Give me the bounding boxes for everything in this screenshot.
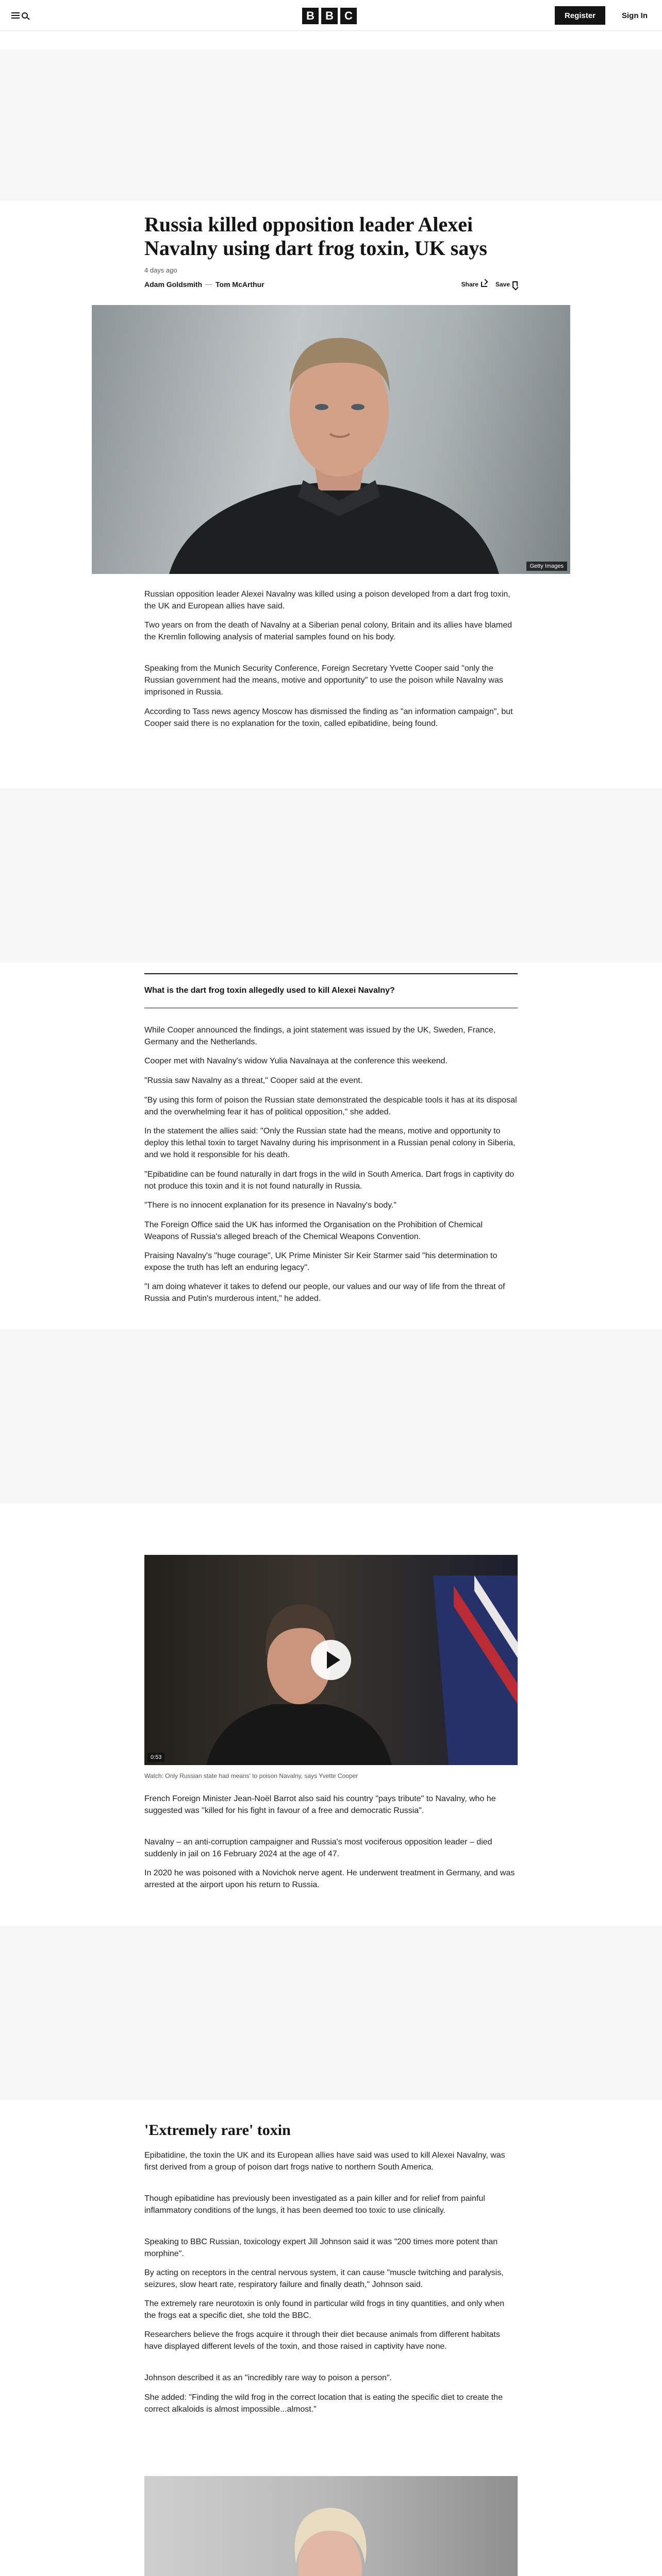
logo-letter: B <box>302 8 319 24</box>
paragraph: Speaking to BBC Russian, toxicology expert Jill Johnson said it was "200 times more potent than morphine". <box>144 2238 498 2258</box>
paragraph: Navalny – an anti-corruption campaigner and Russia's most vociferous opposition leader – died suddenly in jail on 16 February 2024 at the age of 47. <box>144 1838 492 1858</box>
video-duration: 0:53 <box>147 1753 164 1762</box>
advertisement-slot <box>0 1926 662 2100</box>
logo-letter: C <box>340 8 357 24</box>
paragraph: Epibatidine, the toxin the UK and its European allies have said was used to kill Alexei Navalny, was first derived from a group of poison dart frogs native to northern South America. <box>144 2151 505 2172</box>
paragraph: "By using this form of poison the Russian state demonstrated the despicable tools it has at its disposal and the overwhelming fear it has of political opposition," she added. <box>144 1096 517 1116</box>
paragraph: Two years on from the death of Navalny at a Siberian penal colony, Britain and its allies have blamed the Kremlin following analysis of material samples found on his body. <box>144 621 512 641</box>
register-button[interactable]: Register <box>555 6 605 25</box>
paragraph: In 2020 he was poisoned with a Novichok nerve agent. He underwent treatment in Germany, and was arrested at the airport upon his return to Russia. <box>144 1869 515 1889</box>
article-headline: Russia killed opposition leader Alexei Navalny using dart frog toxin, UK says <box>144 213 487 260</box>
advertisement-slot <box>0 788 662 962</box>
hero-image <box>92 305 570 574</box>
paragraph: The extremely rare neurotoxin is only found in particular wild frogs in tiny quantities, and only when the frogs eat a specific diet, she told the BBC. <box>144 2299 505 2320</box>
paragraph: "There is no innocent explanation for its presence in Navalny's body." <box>144 1201 397 1210</box>
logo-letter: B <box>321 8 338 24</box>
advertisement-slot <box>0 1329 662 1503</box>
bbc-logo[interactable] <box>302 8 357 24</box>
paragraph: The Foreign Office said the UK has informed the Organisation on the Prohibition of Chemical Weapons of Russia's alleged breach of the Chemical Weapons Convention. <box>144 1221 483 1241</box>
portrait-illustration <box>92 305 570 574</box>
author-list <box>144 280 264 289</box>
play-icon[interactable] <box>311 1640 351 1680</box>
search-icon <box>22 12 28 19</box>
byline-divider <box>205 284 212 285</box>
share-icon <box>481 282 487 287</box>
portrait-illustration <box>144 2476 518 2576</box>
article-timestamp: 4 days ago <box>144 266 177 274</box>
bookmark-icon <box>512 281 518 288</box>
paragraph: French Foreign Minister Jean-Noël Barrot also said his country "pays tribute" to Navalny, who he suggested was "killed for his fight in favour of a free and democratic Russia". <box>144 1794 496 1815</box>
advertisement-slot <box>0 49 662 201</box>
video-player[interactable] <box>144 1555 518 1765</box>
paragraph: Researchers believe the frogs acquire it through their diet because animals from different habitats have displayed different levels of the toxin, and those raised in captivity have none. <box>144 2330 500 2351</box>
menu-search-button[interactable] <box>11 10 33 21</box>
paragraph: Cooper met with Navalny's widow Yulia Navalnaya at the conference this weekend. <box>144 1057 448 1065</box>
share-label: Share <box>461 281 478 288</box>
menu-icon <box>11 12 20 19</box>
paragraph: Though epibatidine has previously been investigated as a pain killer and for relief from painful inflammatory conditions of the lungs, it has been deemed too toxic to use clinically. <box>144 2194 485 2215</box>
paragraph: Praising Navalny's "huge courage", UK Prime Minister Sir Keir Starmer said "his determination to expose the truth has left an enduring legacy". <box>144 1251 498 1272</box>
save-button[interactable] <box>495 281 518 288</box>
video-caption: Watch: Only Russian state had means' to poison Navalny, says Yvette Cooper <box>144 1772 358 1780</box>
image-credit: Getty Images <box>526 562 567 571</box>
section-heading: 'Extremely rare' toxin <box>144 2122 291 2139</box>
article-image <box>144 2476 518 2576</box>
save-label: Save <box>495 281 510 288</box>
paragraph: While Cooper announced the findings, a joint statement was issued by the UK, Sweden, France, Germany and the Netherlands. <box>144 1026 496 1046</box>
share-button[interactable] <box>461 281 487 288</box>
paragraph: "Epibatidine can be found naturally in dart frogs in the wild in South America. Dart frogs in captivity do not produce this toxin and it is not found naturally in Russia. <box>144 1170 515 1191</box>
author-name[interactable]: Adam Goldsmith <box>144 280 203 289</box>
paragraph: "Russia saw Navalny as a threat," Cooper said at the event. <box>144 1076 363 1085</box>
paragraph: "I am doing whatever it takes to defend our people, our values and our way of life from the threat of Russia and Putin's murderous intent," he added. <box>144 1282 505 1303</box>
paragraph: By acting on receptors in the central nervous system, it can cause "muscle twitching and paralysis, seizures, slow heart rate, respiratory failure and finally death," Johnson said. <box>144 2268 504 2289</box>
expandable-box-top-rule <box>144 973 518 974</box>
paragraph: Speaking from the Munich Security Conference, Foreign Secretary Yvette Cooper said "only the Russian government had the means, motive and opportunity" to use the poison while Navalny was imprisoned in Russia. <box>144 664 503 697</box>
byline-row <box>144 278 518 291</box>
article-actions <box>461 281 518 288</box>
expandable-question[interactable]: What is the dart frog toxin allegedly used to kill Alexei Navalny? <box>144 986 395 995</box>
paragraph: She added: "Finding the wild frog in the correct location that is eating the specific diet to create the correct alkaloids is almost impossible...almost." <box>144 2393 503 2414</box>
sign-in-button[interactable]: Sign In <box>616 6 654 25</box>
paragraph: In the statement the allies said: "Only the Russian state had the means, motive and opportunity to deploy this lethal toxin to target Navalny during his imprisonment in a Russian penal colony in Siberia, and we hold it responsible for his death. <box>144 1127 516 1159</box>
paragraph: Russian opposition leader Alexei Navalny was killed using a poison developed from a dart frog toxin, the UK and European allies have said. <box>144 590 510 611</box>
author-name[interactable]: Tom McArthur <box>216 280 264 289</box>
paragraph: According to Tass news agency Moscow has dismissed the finding as "an information campaign", but Cooper said there is no explanation for the toxin, called epibatidine, being found. <box>144 707 513 728</box>
paragraph: Johnson described it as an "incredibly rare way to poison a person". <box>144 2374 392 2382</box>
site-header <box>0 0 662 31</box>
